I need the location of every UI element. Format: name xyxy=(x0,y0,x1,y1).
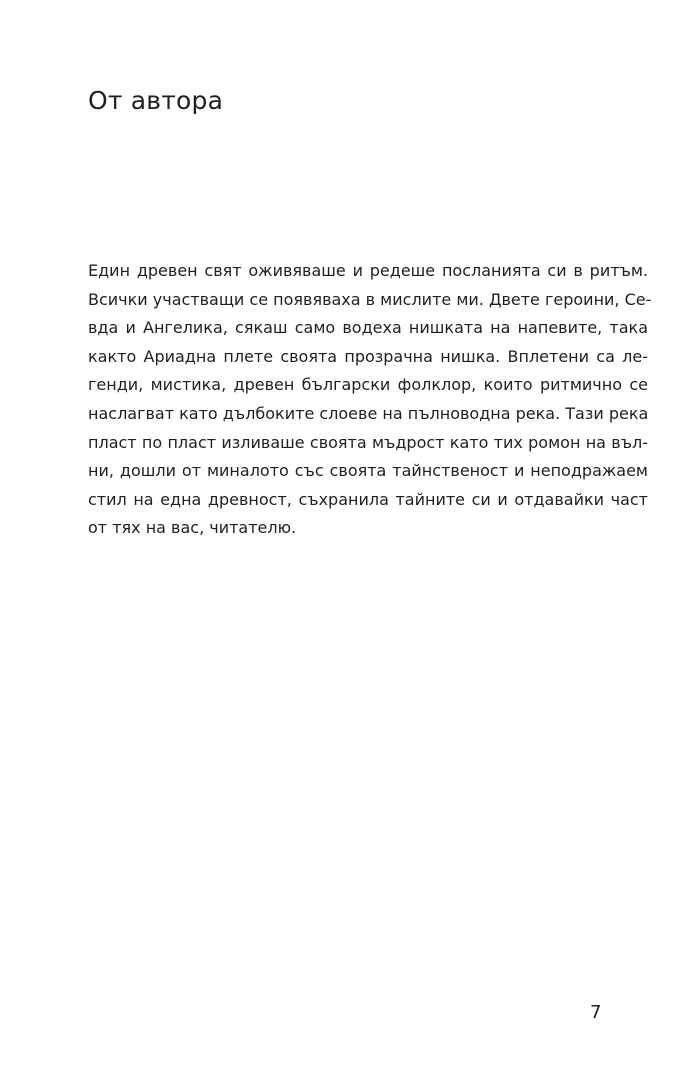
paragraph-line-5: генди, мистика, древен български фолклор, които ритмично се xyxy=(88,375,648,395)
paragraph-line-6: наслагват като дълбоките слоеве на пълноводна река. Тази река xyxy=(88,403,649,423)
paragraph-line-1: Един древен свят оживяваше и редеше посланията си в ритъм. xyxy=(88,261,648,280)
author-note-paragraph xyxy=(88,257,652,543)
page-number: 7 xyxy=(590,1002,602,1023)
paragraph-line-4: както Ариадна плете своята прозрачна нишка. Вплетени са ле- xyxy=(88,346,648,366)
paragraph-line-8: ни, дошли от миналото със своята тайнственост и неподражаем xyxy=(88,461,648,481)
chapter-title: От автора xyxy=(88,86,224,115)
paragraph-line-10: от тях на вас, читателю. xyxy=(88,518,297,538)
paragraph-line-2: Всички участващи се появяваха в мислите ми. Двете героини, Се- xyxy=(88,289,652,309)
paragraph-line-3: вда и Ангелика, сякаш само водеха нишката на напевите, така xyxy=(88,318,648,338)
paragraph-line-9: стил на една древност, съхранила тайните си и отдавайки част xyxy=(88,489,648,509)
paragraph-line-7: пласт по пласт изливаше своята мъдрост като тих ромон на въл- xyxy=(88,432,648,452)
